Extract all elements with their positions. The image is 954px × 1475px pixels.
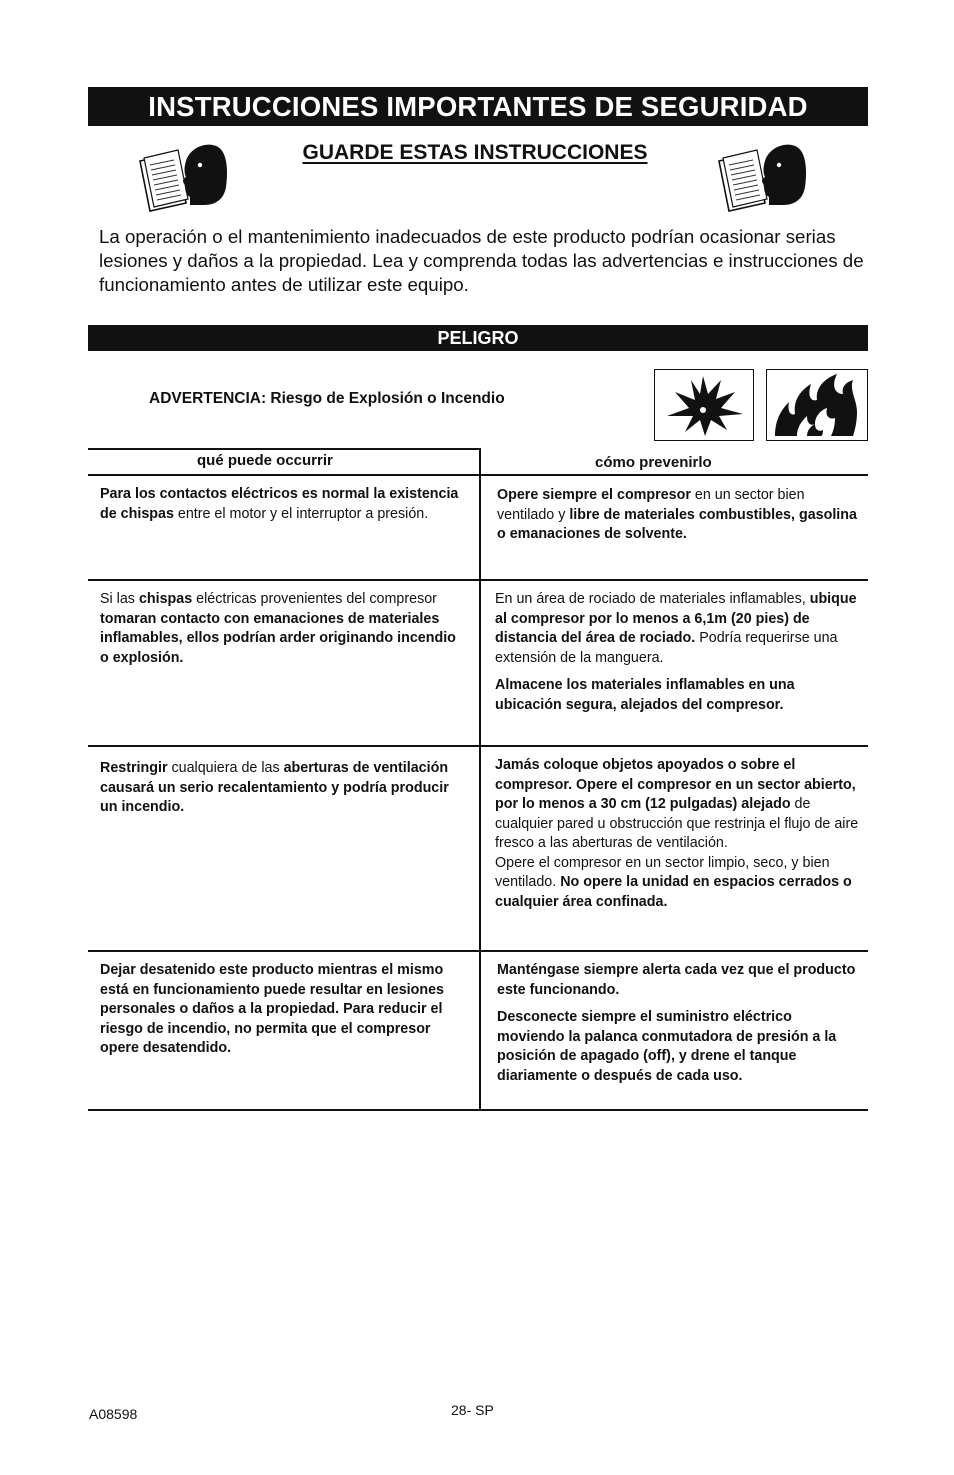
table-rule (88, 1109, 868, 1111)
table-cell (100, 590, 462, 668)
bold-text: tomaran contacto con emanaciones de materiales inflamables, ellos podrían arder originando incendio o explosión. (100, 610, 456, 666)
bold-text: Para los contactos eléctricos es normal la existencia de chispas (100, 486, 459, 522)
subtitle: GUARDE ESTAS INSTRUCCIONES (302, 141, 648, 164)
bold-text: ubique al compresor por lo menos a 6,1m (20 pies) de distancia del área de rociado. (495, 591, 857, 646)
cell-paragraph (100, 759, 462, 818)
table-rule (481, 474, 868, 476)
page-number: 28- SP (451, 1402, 494, 1418)
text: cualquiera de las (167, 760, 284, 776)
bold-text: Opere siempre el compresor (497, 487, 691, 503)
text: entre el motor y el interruptor a presión. (173, 505, 429, 522)
table-divider (479, 448, 481, 1111)
text: en un sector bien ventilado y (497, 487, 805, 523)
bold-text: Manténgase siempre alerta cada vez que el producto este funcionando. (497, 962, 856, 998)
cell-paragraph (100, 961, 462, 1059)
fire-hazard-icon (766, 369, 868, 441)
table-cell (497, 961, 857, 1086)
explosion-hazard-icon (654, 369, 754, 441)
cell-paragraph (100, 485, 462, 524)
text: eléctricas provenientes del compresor (192, 591, 437, 607)
bold-text: Restringir (100, 760, 168, 776)
table-cell (100, 961, 462, 1059)
table-cell (495, 590, 860, 715)
table-cell (495, 756, 867, 912)
page-title: INSTRUCCIONES IMPORTANTES DE SEGURIDAD (88, 87, 868, 126)
intro-paragraph: La operación o el mantenimiento inadecuados de este producto podrían ocasionar serias lesiones y daños a la propiedad. Lea y comprenda todas las advertencias e instrucciones de funcionamiento antes de utilizar este equipo. (99, 226, 864, 295)
bold-text: Desconecte siempre el suministro eléctrico moviendo la palanca conmutadora de presión a la posición de apagado (off), y drene el tanque diariamente o después de cada uso. (497, 1009, 837, 1084)
cell-paragraph (495, 676, 860, 715)
text: Si las (100, 591, 139, 607)
cell-paragraph (497, 1008, 857, 1086)
table-rule (88, 745, 868, 747)
bold-text: No opere la unidad en espacios cerrados o cualquier área confinada. (495, 874, 852, 910)
bold-text: aberturas de ventilación causará un serio recalentamiento y podría producir un incendio. (100, 760, 449, 815)
bold-text: libre de materiales combustibles, gasolina o emanaciones de solvente. (497, 506, 857, 542)
table-rule (88, 579, 868, 581)
column-header-what: qué puede occurrir (197, 452, 333, 469)
table-rule (88, 448, 479, 450)
warning-heading: ADVERTENCIA: Riesgo de Explosión o Incendio (149, 390, 505, 407)
table-cell (100, 759, 462, 818)
cell-paragraph (495, 590, 860, 668)
cell-paragraph (100, 590, 462, 668)
cell-paragraph (497, 486, 857, 545)
bold-text: Dejar desatenido este producto mientras el mismo está en funcionamiento puede resultar en lesiones personales o daños a la propiedad. Para reducir el riesgo de incendio, no permita que el compresor opere desatendido. (100, 962, 445, 1056)
danger-banner: PELIGRO (88, 325, 868, 351)
bold-text: chispas (138, 591, 193, 607)
bold-text: Jamás coloque objetos apoyados o sobre el compresor. Opere el compresor en un sector abierto, por lo menos a 30 cm (12 pulgadas) alejado (495, 757, 856, 812)
table-cell (100, 485, 462, 524)
table-rule (88, 950, 868, 952)
text: de cualquier pared u obstrucción que restrinja el flujo de aire fresco a las aberturas de ventilación. (495, 796, 859, 851)
column-header-how: cómo prevenirlo (595, 454, 712, 471)
cell-paragraph (495, 756, 867, 912)
read-manual-icon (134, 141, 228, 213)
text: En un área de rociado de materiales inflamables, (495, 591, 810, 607)
text: Opere el compresor en un sector limpio, seco, y bien ventilado. (495, 854, 830, 890)
table-rule (88, 474, 479, 476)
cell-paragraph (497, 961, 857, 1000)
document-code: A08598 (89, 1406, 138, 1422)
table-cell (497, 486, 857, 545)
read-manual-icon (713, 141, 807, 213)
bold-text: Almacene los materiales inflamables en una ubicación segura, alejados del compresor. (495, 677, 795, 713)
text: Podría requerirse una extensión de la manguera. (495, 630, 838, 666)
